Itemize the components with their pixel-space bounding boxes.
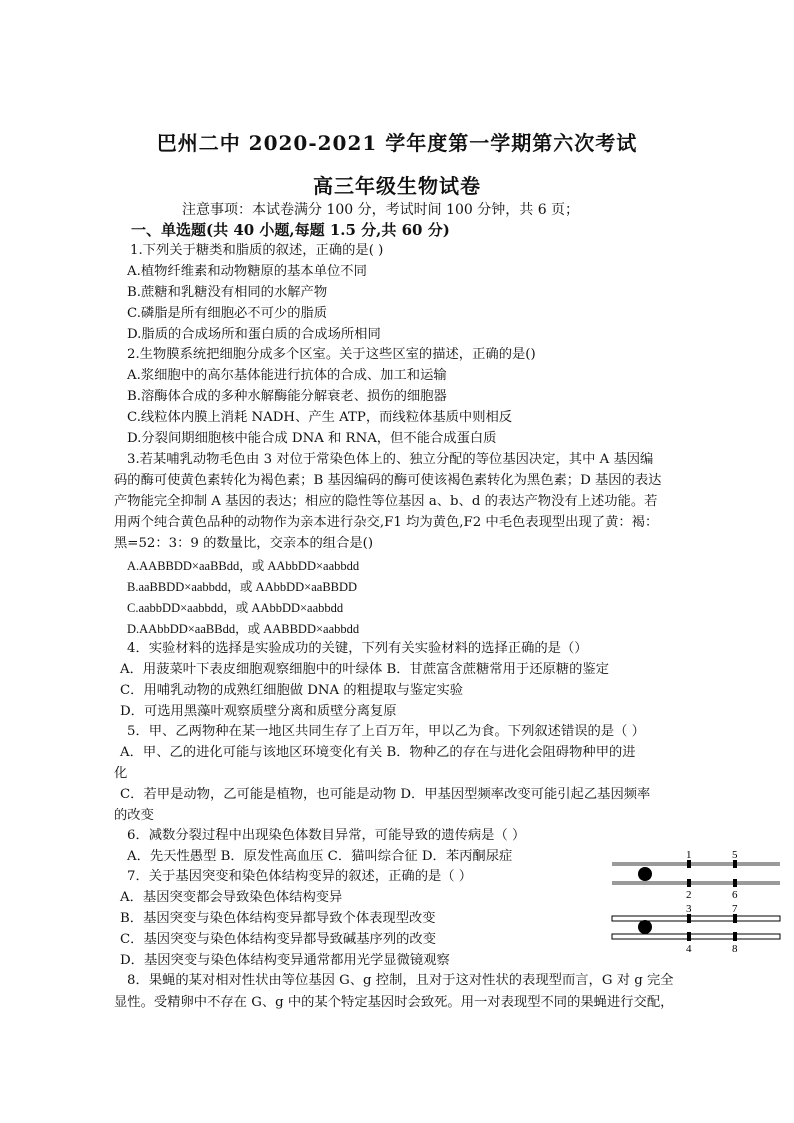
text-line: C．若甲是动物，乙可能是植物，也可能是动物 D．甲基因型频率改变可能引起乙基因频率 — [120, 787, 651, 802]
text-line: A.AABBDD×aaBBdd，或 AAbbDD×aabbdd — [127, 559, 360, 573]
diagram-label: 1 — [686, 849, 692, 861]
text-line: C．基因突变与染色体结构变异都导致碱基序列的改变 — [120, 932, 437, 947]
diagram-label: 7 — [732, 903, 738, 915]
text-line: 的改变 — [114, 808, 154, 823]
text-line: C.磷脂是所有细胞必不可少的脂质 — [127, 306, 328, 321]
text-line: 黑=52：3：9 的数量比，交亲本的组合是() — [114, 536, 374, 551]
diagram-label: 5 — [732, 849, 738, 861]
diagram-label: 8 — [732, 943, 738, 955]
diagram-label: 3 — [686, 903, 692, 915]
text-line: A．先天性愚型 B．原发性高血压 C．猫叫综合征 D．苯丙酮尿症 — [127, 849, 513, 864]
chromosome-diagram — [608, 848, 784, 958]
exam-subtitle: 高三年级生物试卷 — [313, 174, 481, 198]
text-line: D．基因突变与染色体结构变异通常都用光学显微镜观察 — [120, 953, 450, 968]
text-line: B.溶酶体合成的多种水解酶能分解衰老、损伤的细胞器 — [127, 389, 447, 404]
text-line: A.植物纤维素和动物糖原的基本单位不同 — [127, 264, 367, 279]
text-line: 7．关于基因突变和染色体结构变异的叙述，正确的是（ ） — [127, 869, 473, 884]
chromosome-pair-bottom — [612, 914, 780, 941]
text-line: D．可选用黑藻叶观察质壁分离和质壁分离复原 — [120, 704, 397, 719]
text-line: 8．果蝇的某对相对性状由等位基因 G、g 控制，且对于这对性状的表现型而言，G 对 g 完全 — [127, 973, 674, 988]
text-line: 3.若某哺乳动物毛色由 3 对位于常染色体上的、独立分配的等位基因决定，其中 A 基因编 — [127, 452, 654, 467]
text-line: 产物能完全抑制 A 基因的表达；相应的隐性等位基因 a、b、d 的表达产物没有上述功能。若 — [114, 494, 658, 509]
text-line: 显性。受精卵中不存在 G、g 中的某个特定基因时会致死。用一对表现型不同的果蝇进行交配， — [114, 995, 674, 1010]
diagram-label: 2 — [686, 889, 692, 901]
text-line: 1.下列关于糖类和脂质的叙述，正确的是( ) — [130, 243, 384, 258]
text-line: 化 — [114, 766, 128, 781]
text-line: D.AAbbDD×aaBBdd，或 AABBDD×aabbdd — [127, 622, 360, 636]
text-line: D.分裂间期细胞核中能合成 DNA 和 RNA，但不能合成蛋白质 — [127, 431, 497, 446]
chromosome-pair-top — [612, 860, 780, 887]
diagram-label: 4 — [686, 943, 692, 955]
text-line: B.蔗糖和乳糖没有相同的水解产物 — [127, 285, 328, 300]
exam-notice: 注意事项：本试卷满分 100 分，考试时间 100 分钟，共 6 页； — [182, 202, 580, 218]
text-line: 6．减数分裂过程中出现染色体数目异常，可能导致的遗传病是（ ） — [127, 828, 526, 843]
text-line: B．基因突变与染色体结构变异都导致个体表现型改变 — [120, 911, 436, 926]
text-line: 码的酶可使黄色素转化为褐色素；B 基因编码的酶可使该褐色素转化为黑色素；D 基因的表达 — [114, 473, 662, 488]
text-line: 4．实验材料的选择是实验成功的关键，下列有关实验材料的选择正确的是（） — [127, 641, 588, 656]
text-line: C.aabbDD×aabbdd，或 AAbbDD×aabbdd — [127, 601, 344, 615]
text-line: A．基因突变都会导致染色体结构变异 — [120, 890, 343, 905]
text-line: B.aaBBDD×aabbdd，或 AAbbDD×aaBBDD — [127, 580, 358, 594]
text-line: D.脂质的合成场所和蛋白质的合成场所相同 — [127, 327, 381, 342]
text-line: 2.生物膜系统把细胞分成多个区室。关于这些区室的描述，正确的是() — [127, 347, 536, 362]
text-line: 5．甲、乙两物种在某一地区共同生存了上百万年，甲以乙为食。下列叙述错误的是（ ） — [127, 724, 645, 739]
text-line: C.线粒体内膜上消耗 NADH、产生 ATP，而线粒体基质中则相反 — [127, 410, 513, 425]
section-heading: 一、单选题(共 40 小题,每题 1.5 分,共 60 分) — [131, 221, 450, 239]
text-line: A．用菠菜叶下表皮细胞观察细胞中的叶绿体 B．甘蔗富含蔗糖常用于还原糖的鉴定 — [120, 662, 609, 677]
exam-title: 巴州二中 2020-2021 学年度第一学期第六次考试 — [156, 131, 638, 155]
text-line: C．用哺乳动物的成熟红细胞做 DNA 的粗提取与鉴定实验 — [120, 683, 464, 698]
text-line: A.浆细胞中的高尔基体能进行抗体的合成、加工和运输 — [127, 368, 447, 383]
text-line: A．甲、乙的进化可能与该地区环境变化有关 B．物种乙的存在与进化会阻碍物种甲的进 — [120, 745, 636, 760]
text-line: 用两个纯合黄色品种的动物作为亲本进行杂交,F1 均为黄色,F2 中毛色表现型出现了黄：褐： — [114, 515, 659, 530]
diagram-label: 6 — [732, 889, 738, 901]
